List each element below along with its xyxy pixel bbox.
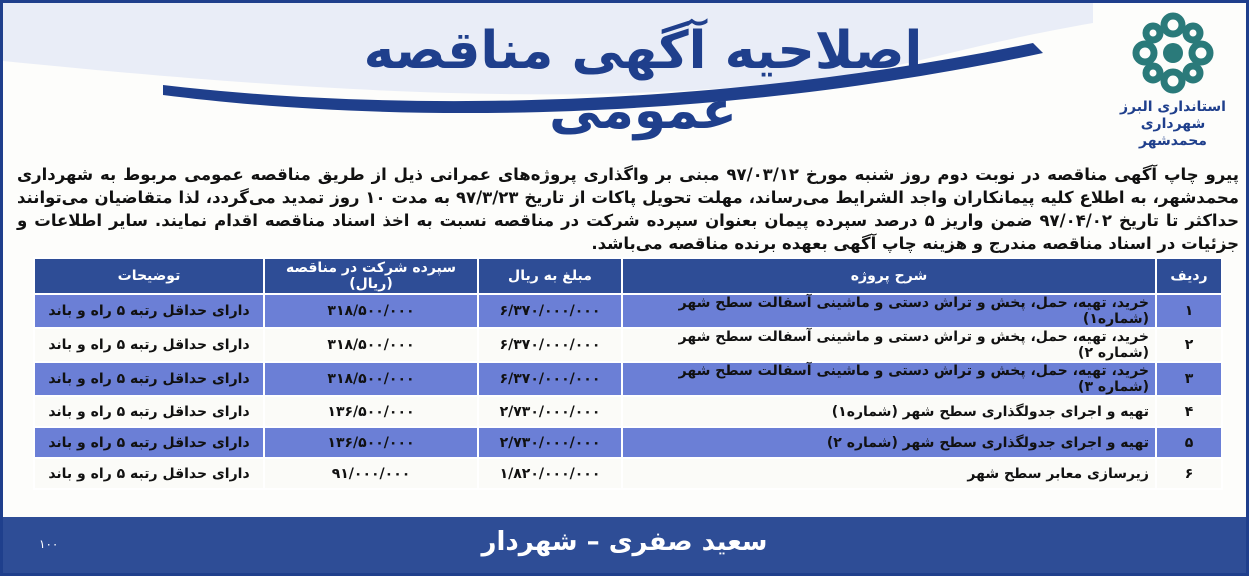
row-notes: دارای حداقل رتبه ۵ راه و باند: [34, 328, 264, 362]
row-index: ۱: [1156, 294, 1222, 328]
row-index: ۵: [1156, 427, 1222, 458]
row-description: خرید، تهیه، حمل، پخش و تراش دستی و ماشینی آسفالت سطح شهر (شماره ۲): [622, 328, 1156, 362]
row-notes: دارای حداقل رتبه ۵ راه و باند: [34, 294, 264, 328]
row-deposit: ۱۳۶/۵۰۰/۰۰۰: [264, 396, 478, 427]
table-row: [34, 396, 1222, 427]
row-amount: ۲/۷۳۰/۰۰۰/۰۰۰: [478, 427, 622, 458]
table-row: [34, 458, 1222, 489]
row-amount: ۲/۷۳۰/۰۰۰/۰۰۰: [478, 396, 622, 427]
row-amount: ۶/۳۷۰/۰۰۰/۰۰۰: [478, 328, 622, 362]
footer-band: [3, 517, 1246, 573]
row-deposit: ۳۱۸/۵۰۰/۰۰۰: [264, 328, 478, 362]
row-notes: دارای حداقل رتبه ۵ راه و باند: [34, 362, 264, 396]
row-description: تهیه و اجرای جدولگذاری سطح شهر (شماره ۲): [622, 427, 1156, 458]
row-deposit: ۹۱/۰۰۰/۰۰۰: [264, 458, 478, 489]
column-header-amount: مبلغ به ریال: [478, 258, 622, 294]
table-row: [34, 362, 1222, 396]
header: [3, 3, 1103, 141]
row-amount: ۱/۸۲۰/۰۰۰/۰۰۰: [478, 458, 622, 489]
table-row: [34, 427, 1222, 458]
mayor-signature: سعید صفری – شهردار: [481, 527, 768, 557]
row-index: ۴: [1156, 396, 1222, 427]
tender-table: [33, 257, 1223, 490]
row-index: ۲: [1156, 328, 1222, 362]
row-deposit: ۳۱۸/۵۰۰/۰۰۰: [264, 294, 478, 328]
row-notes: دارای حداقل رتبه ۵ راه و باند: [34, 458, 264, 489]
intro-paragraph: پیرو چاپ آگهی مناقصه در نوبت دوم روز شنبه مورخ ۹۷/۰۳/۱۲ مبنی بر واگذاری پروژه‌های عمرانی ذیل از طریق مناقصه عمومی مربوط به شهرداری محمدشهر، به اطلاع کلیه پیمانکاران واجد الشرایط می‌رساند، مهلت تحویل پاکات از تاریخ ۹۷/۳/۲۳ به مدت ۱۰ روز تمدید می‌گردد، لذا متقاضیان می‌توانند حداکثر تا تاریخ ۹۷/۰۴/۰۲ ضمن واریز ۵ درصد سپرده پیمان بعنوان سپرده شرکت در مناقصه نسبت به اخذ اسناد مناقصه اقدام نمایند. سایر اطلاعات و جزئیات در اسناد مناقصه مندرج و هزینه چاپ آگهی بعهده برنده مناقصه می‌باشد.: [17, 165, 1240, 253]
table-header-row: [34, 258, 1222, 294]
row-deposit: ۳۱۸/۵۰۰/۰۰۰: [264, 362, 478, 396]
column-header-deposit: سپرده شرکت در مناقصه (ریال): [264, 258, 478, 294]
column-header-notes: توضیحات: [34, 258, 264, 294]
table-row: [34, 294, 1222, 328]
logo-line-2: شهرداری محمدشهر: [1139, 116, 1207, 149]
row-deposit: ۱۳۶/۵۰۰/۰۰۰: [264, 427, 478, 458]
row-description: زیرسازی معابر سطح شهر: [622, 458, 1156, 489]
column-header-description: شرح پروژه: [622, 258, 1156, 294]
page-title: اصلاحیه آگهی مناقصه عمومی: [363, 21, 923, 141]
table-row: [34, 328, 1222, 362]
logo-line-1: استانداری البرز: [1120, 99, 1226, 115]
row-description: خرید، تهیه، حمل، پخش و تراش دستی و ماشینی آسفالت سطح شهر (شماره ۳): [622, 362, 1156, 396]
page-number: ۱۰۰: [39, 537, 59, 551]
row-amount: ۶/۳۷۰/۰۰۰/۰۰۰: [478, 294, 622, 328]
row-amount: ۶/۳۷۰/۰۰۰/۰۰۰: [478, 362, 622, 396]
row-index: ۶: [1156, 458, 1222, 489]
column-header-index: ردیف: [1156, 258, 1222, 294]
row-description: خرید، تهیه، حمل، پخش و تراش دستی و ماشینی آسفالت سطح شهر (شماره۱): [622, 294, 1156, 328]
row-notes: دارای حداقل رتبه ۵ راه و باند: [34, 427, 264, 458]
row-description: تهیه و اجرای جدولگذاری سطح شهر (شماره۱): [622, 396, 1156, 427]
logo-emblem-icon: [1131, 11, 1215, 95]
row-index: ۳: [1156, 362, 1222, 396]
municipality-logo: [1108, 11, 1238, 161]
row-notes: دارای حداقل رتبه ۵ راه و باند: [34, 396, 264, 427]
